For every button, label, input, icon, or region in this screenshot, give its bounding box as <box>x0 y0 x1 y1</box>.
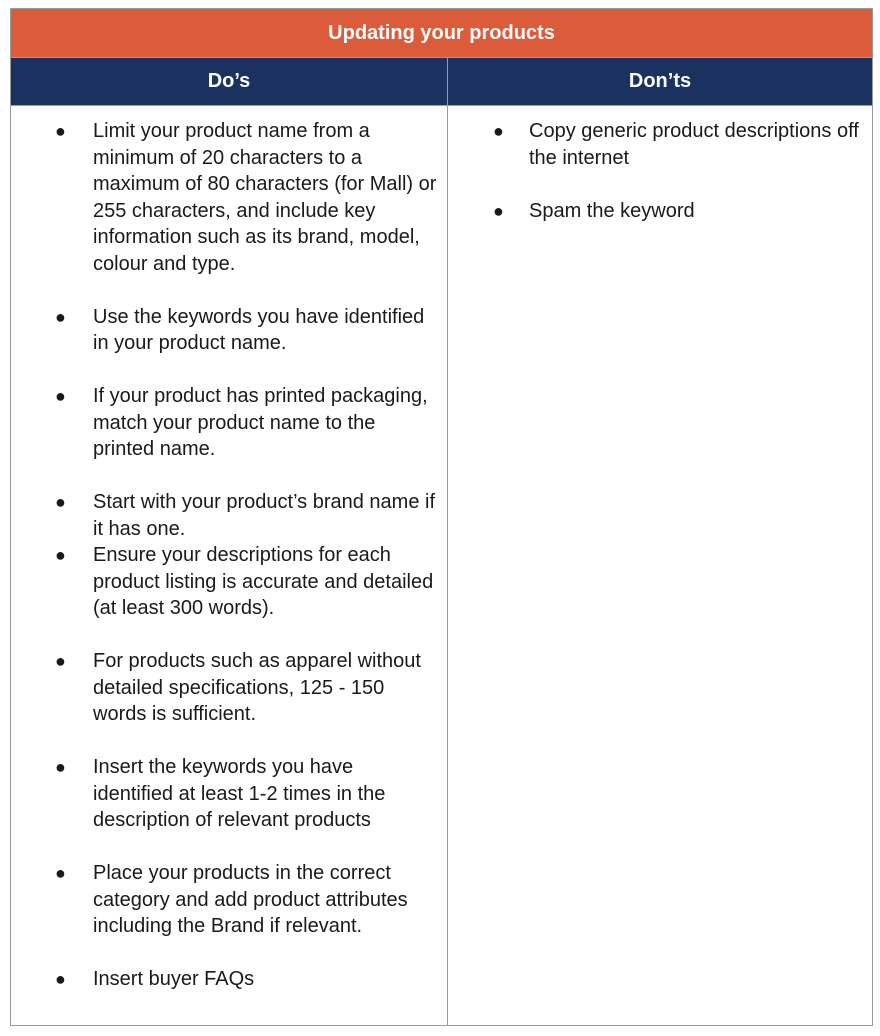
dos-header: Do’s <box>11 58 448 105</box>
bullet-icon: ● <box>55 121 66 141</box>
table-title: Updating your products <box>11 9 872 58</box>
donts-cell <box>448 106 872 1025</box>
dos-cell <box>11 106 448 1025</box>
list-item: ● Copy generic product descriptions off the internet <box>493 120 859 169</box>
list-item: ● Limit your product name from a minimum of 20 characters to a maximum of 80 characters (for Mall) or 255 characters, and include key information such as its brand, model, colour and type. <box>55 120 437 275</box>
list-item: ● If your product has printed packaging, match your product name to the printed name. <box>55 385 428 460</box>
list-item: ● Place your products in the correct category and add product attributes including the Brand if relevant. <box>55 862 408 937</box>
bullet-icon: ● <box>55 306 66 327</box>
list-item: ● Spam the keyword <box>448 198 872 225</box>
bullet-icon: ● <box>55 757 66 777</box>
list-item: ● Use the keywords you have identified in your product name. <box>55 305 425 354</box>
list-item: ● Start with your product’s brand name if it has one. <box>55 491 436 540</box>
table-header-row <box>11 58 872 106</box>
list-item: ● For products such as apparel without detailed specifications, 125 - 150 words is sufficient. <box>55 650 421 725</box>
list-item: ● Ensure your descriptions for each product listing is accurate and detailed (at least 300 words). <box>55 544 434 619</box>
bullet-icon: ● <box>493 200 504 221</box>
list-item: ● Insert the keywords you have identified at least 1-2 times in the description of relevant products <box>55 756 386 831</box>
bullet-icon: ● <box>55 863 66 883</box>
dos-list <box>11 118 447 993</box>
donts-header: Don’ts <box>448 58 872 105</box>
bullet-icon: ● <box>55 386 66 406</box>
dos-donts-table <box>10 8 873 1026</box>
donts-list <box>448 118 872 224</box>
bullet-icon: ● <box>55 969 66 989</box>
table-body-row <box>11 106 872 1025</box>
bullet-icon: ● <box>55 492 66 512</box>
bullet-icon: ● <box>493 121 504 141</box>
bullet-icon: ● <box>55 545 66 565</box>
list-item: ● Insert buyer FAQs <box>11 966 447 993</box>
bullet-icon: ● <box>55 651 66 671</box>
